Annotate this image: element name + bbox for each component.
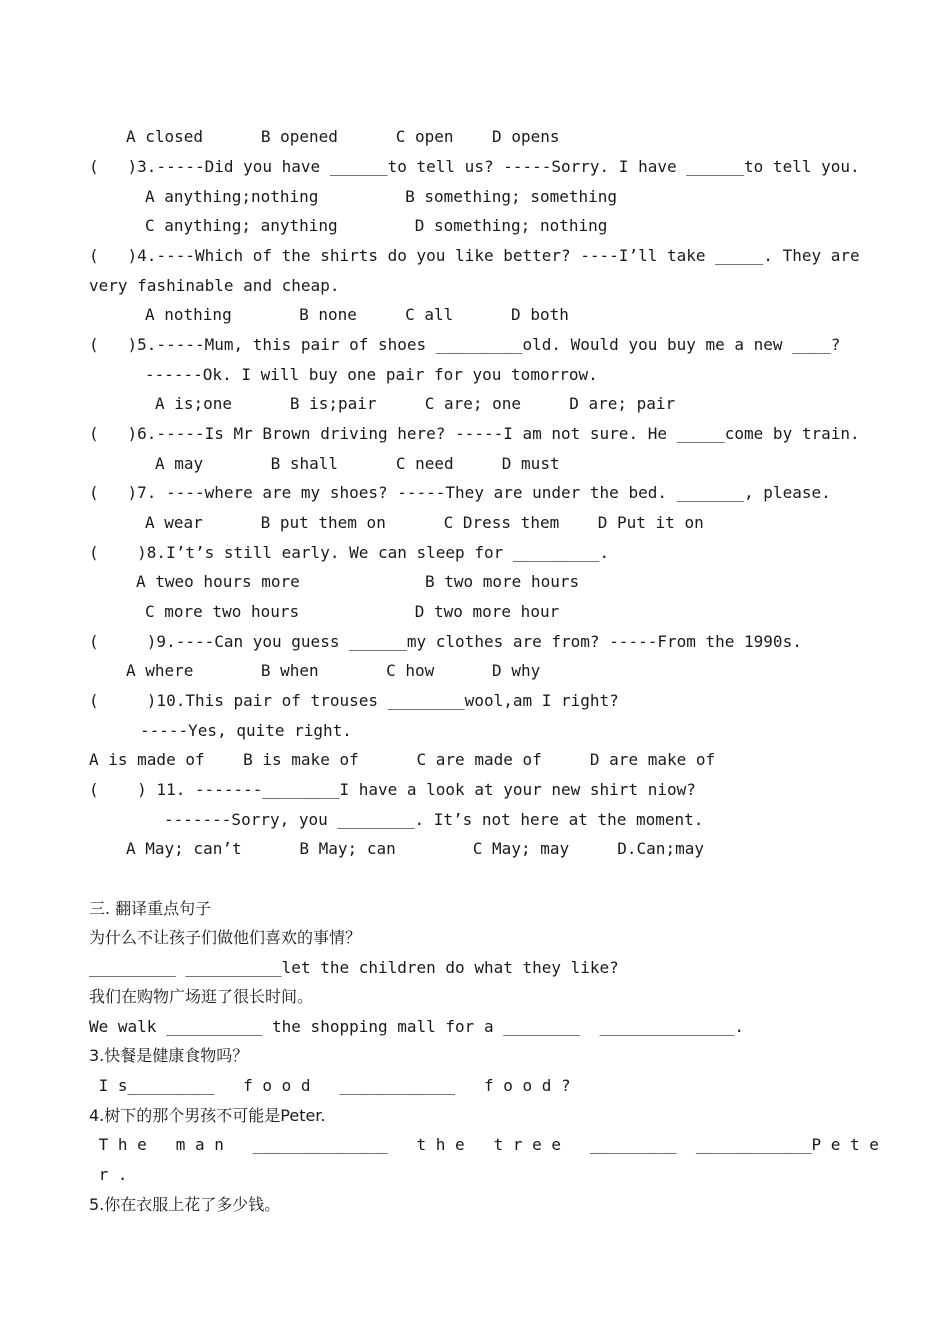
q3-question: ( )3.-----Did you have ______to tell us? -----Sorry. I have ______to tell you. [89,157,860,176]
q2-options: A closed B opened C open D opens [126,127,560,146]
translate-2-answer: We walk __________ the shopping mall for a ________ ______________. [89,1017,745,1036]
translate-4-answer: T h e m a n ______________ t h e t r e e _________ ____________P e t e [89,1135,879,1154]
translate-4-prompt: 4.树下的那个男孩不可能是Peter. [89,1106,326,1125]
translate-5-prompt: 5.你在衣服上花了多少钱。 [89,1195,281,1214]
q8-question: ( )8.I’t’s still early. We can sleep for _________. [89,543,610,562]
q10-question: ( )10.This pair of trouses ________wool,am I right? [89,691,619,710]
q5-reply: ------Ok. I will buy one pair for you tomorrow. [145,365,598,384]
q10-options: A is made of B is make of C are made of D are make of [89,750,716,769]
q7-question: ( )7. ----where are my shoes? -----They are under the bed. _______, please. [89,483,831,502]
section-three-heading: 三. 翻译重点句子 [89,899,212,918]
translate-3-prompt: 3.快餐是健康食物吗？ [89,1046,249,1065]
q4-question-cont: very fashinable and cheap. [89,276,340,295]
q7-options: A wear B put them on C Dress them D Put it on [145,513,704,532]
q11-question: ( ) 11. -------________I have a look at your new shirt niow? [89,780,696,799]
q4-question: ( )4.----Which of the shirts do you like better? ----I’ll take _____. They are [89,246,860,265]
q11-reply: -------Sorry, you ________. It’s not here at the moment. [164,810,704,829]
q8-options-cd: C more two hours D two more hour [145,602,560,621]
q3-options-ab: A anything;nothing B something; something [145,187,618,206]
q6-question: ( )6.-----Is Mr Brown driving here? -----I am not sure. He _____come by train. [89,424,860,443]
q11-options: A May; can’t B May; can C May; may D.Can;may [126,839,704,858]
translate-3-answer: I s_________ f o o d ____________ f o o d ? [89,1076,571,1095]
translate-1-prompt: 为什么不让孩子们做他们喜欢的事情？ [89,928,362,947]
q4-options: A nothing B none C all D both [145,305,569,324]
translate-2-prompt: 我们在购物广场逛了很长时间。 [89,987,314,1006]
q10-reply: -----Yes, quite right. [140,721,352,740]
q3-options-cd: C anything; anything D something; nothing [145,216,608,235]
q6-options: A may B shall C need D must [155,454,560,473]
translate-1-answer: _________ __________let the children do what they like? [89,958,619,977]
q8-options-ab: A tweo hours more B two more hours [136,572,580,591]
translate-4-answer-cont: r . [89,1165,128,1184]
q5-options: A is;one B is;pair C are; one D are; pair [155,394,676,413]
q5-question: ( )5.-----Mum, this pair of shoes _________old. Would you buy me a new ____? [89,335,841,354]
q9-question: ( )9.----Can you guess ______my clothes are from? -----From the 1990s. [89,632,802,651]
q9-options: A where B when C how D why [126,661,541,680]
